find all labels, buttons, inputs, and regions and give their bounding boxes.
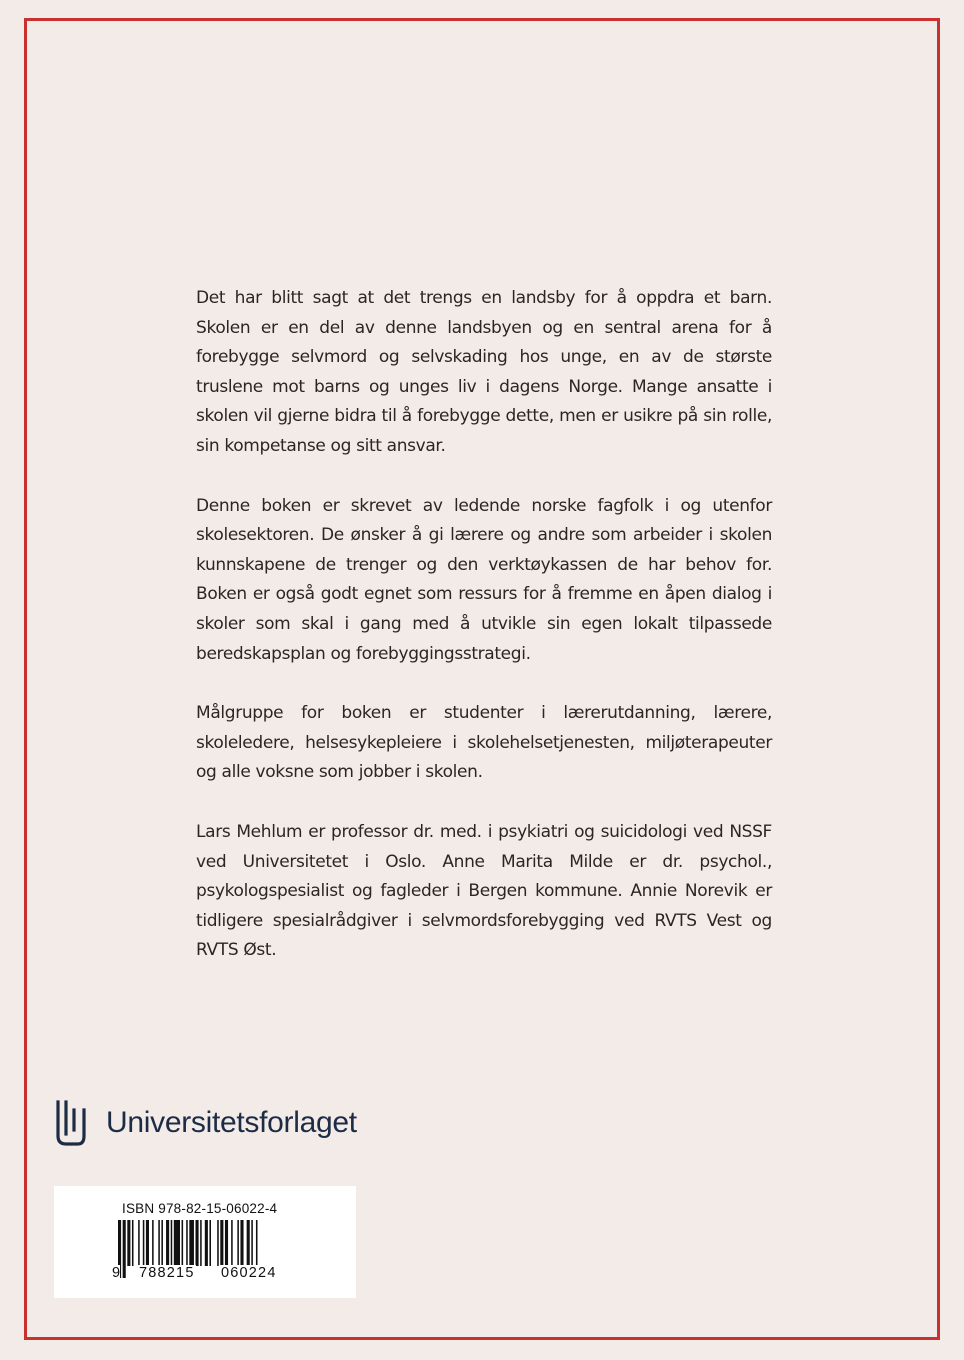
isbn-barcode-box [54,1186,356,1298]
barcode-bar [182,1220,184,1266]
barcode-bar [171,1220,173,1266]
barcode-bar [225,1220,228,1266]
barcode-bar [196,1220,199,1266]
barcode-bar [231,1220,233,1266]
isbn-label: ISBN 978-82-15-06022-4 [122,1201,278,1216]
barcode-bar [200,1220,202,1266]
blurb-paragraph-intro: Det har blitt sagt at det trengs en landsby for å oppdra et barn. Skolen er en del av denne landsbyen og en sentral arena for å forebygge selvmord og selvskading hos unge, en av de største truslene mot barns og unges liv i dagens Norge. Mange ansatte i skolen vil gjerne bidra til å forebygge dette, men er usikre på sin rolle, sin kompetanse og sitt ansvar. [196,288,772,456]
barcode-bar [247,1220,250,1266]
barcode-bar [146,1220,149,1266]
barcode-left-digits: 788215 [139,1265,195,1281]
barcode-bar [205,1220,208,1266]
barcode-bar [209,1220,211,1266]
barcode-bar [240,1220,243,1266]
back-cover-blurb [196,284,772,996]
blurb-paragraph-target-audience: Målgruppe for boken er studenter i lærerutdanning, lærere, skoleledere, helsesykepleiere i skolehelsetjenesten, miljøterapeuter og alle voksne som jobber i skolen. [196,703,772,783]
universitetsforlaget-logo-icon [56,1100,86,1146]
barcode-first-digit: 9 [112,1265,121,1281]
barcode-bar [220,1220,223,1266]
barcode-bar [138,1220,140,1266]
barcode-bar [251,1220,253,1266]
barcode-bar [174,1220,180,1266]
blurb-paragraph-authors-purpose: Denne boken er skrevet av ledende norske fagfolk i og utenfor skolesektoren. De ønsker å gi lærere og andre som arbeider i skolen kunnskapene de trenger og den verktøykassen de har behov for. Boken er også godt egnet som ressurs for å fremme en åpen dialog i skoler som skal i gang med å utvikle sin egen lokalt tilpassede beredskapsplan og forebyggingsstrategi. [196,495,772,664]
barcode-bar [237,1220,239,1266]
barcode-bar [161,1220,163,1266]
barcode-bar [132,1220,134,1266]
barcode-bar [127,1220,130,1266]
barcode-right-digits: 060224 [221,1265,277,1281]
barcode-bar [152,1220,154,1266]
barcode-bar [217,1220,219,1266]
publisher-imprint [56,1100,357,1146]
barcode-bar [158,1220,160,1266]
barcode-guard-bar [123,1220,126,1278]
publisher-name: Universitetsforlaget [106,1106,357,1139]
barcode-bar [143,1220,145,1266]
blurb-paragraph-author-bios: Lars Mehlum er professor dr. med. i psykiatri og suicidologi ved NSSF ved Universitetet i Oslo. Anne Marita Milde er dr. psychol., psykologspesialist og fagleder i Bergen kommune. Annie Norevik er tidligere spesialrådgiver i selvmordsforebygging ved RVTS Vest og RVTS Øst. [196,821,772,961]
barcode-bar [166,1220,169,1266]
